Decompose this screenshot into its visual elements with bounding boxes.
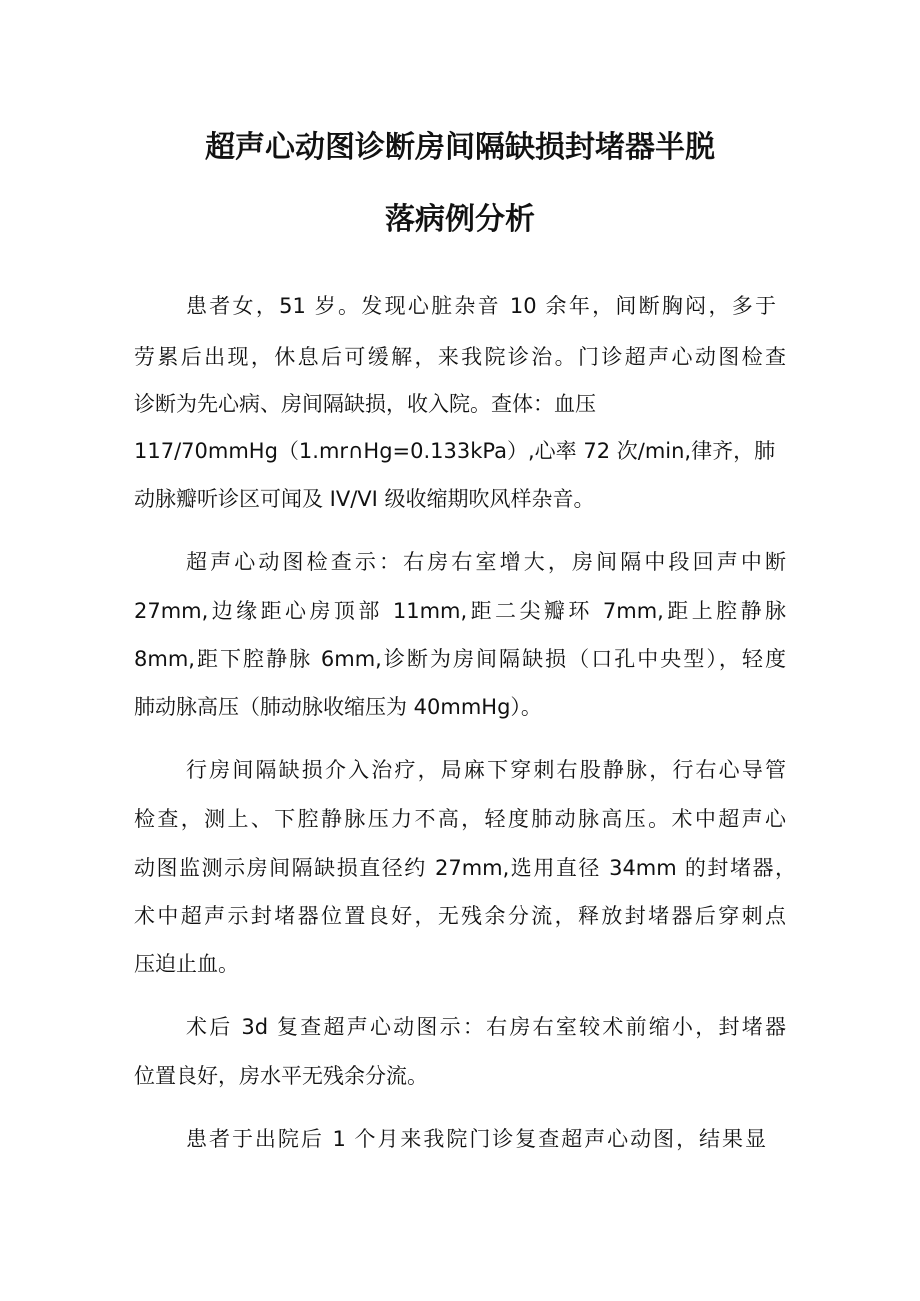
paragraph-1-line-4: 117/70mmHg（1.mr∩Hg=0.133kPa）,心率 72 次∕min,律齐，肺 (134, 439, 776, 463)
paragraph-1-line-1: 患者女，51 岁。发现心脏杂音 10 余年，间断胸闷，多于 (186, 294, 776, 318)
paragraph-1-line-5: 动脉瓣听诊区可闻及 IV/VI 级收缩期吹风样杂音。 (134, 487, 595, 511)
paragraph-3-line-3: 动图监测示房间隔缺损直径约 27mm,选用直径 34mm 的封堵器， (134, 856, 796, 880)
paragraph-4-line-1: 术后 3d 复查超声心动图示：右房右室较术前缩小，封堵器 (186, 1015, 786, 1039)
paragraph-4-line-2: 位置良好，房水平无残余分流。 (134, 1064, 428, 1088)
paragraph-1-line-3: 诊断为先心病、房间隔缺损，收入院。查体：血压 (134, 392, 596, 416)
paragraph-1-line-2: 劳累后出现，休息后可缓解，来我院诊治。门诊超声心动图检查 (134, 345, 786, 369)
paragraph-2-line-3: 8mm,距下腔静脉 6mm,诊断为房间隔缺损（口孔中央型），轻度 (134, 647, 786, 671)
document-title-line-1: 超声心动图诊断房间隔缺损封堵器半脱 (205, 130, 715, 165)
paragraph-3-line-4: 术中超声示封堵器位置良好，无残余分流，释放封堵器后穿刺点 (134, 904, 786, 928)
paragraph-3-line-1: 行房间隔缺损介入治疗，局麻下穿刺右股静脉，行右心导管 (186, 758, 786, 782)
paragraph-3-line-2: 检查，测上、下腔静脉压力不高，轻度肺动脉高压。术中超声心 (134, 807, 786, 831)
paragraph-2-line-4: 肺动脉高压（肺动脉收缩压为 40mmHg）。 (134, 695, 542, 719)
paragraph-2-line-1: 超声心动图检查示：右房右室增大，房间隔中段回声中断 (186, 550, 786, 574)
paragraph-2-line-2: 27mm,边缘距心房顶部 11mm,距二尖瓣环 7mm,距上腔静脉 (134, 599, 786, 623)
document-title-line-2: 落病例分析 (385, 202, 535, 237)
paragraph-5-line-1: 患者于出院后 1 个月来我院门诊复查超声心动图，结果显 (186, 1127, 766, 1151)
paragraph-3-line-5: 压迫止血。 (134, 952, 239, 976)
